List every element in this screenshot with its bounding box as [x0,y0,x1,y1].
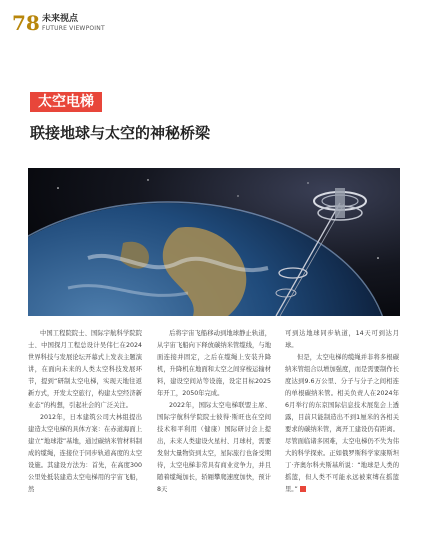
space-elevator-photo [28,168,400,316]
section-tag: 太空电梯 [30,92,102,112]
paragraph [285,352,399,496]
column-name: 未来视点 [42,14,79,24]
paragraph: 2012年，日本建筑公司大林组提出建造太空电梯的具体方案：在赤道海面上建立“地球港”基地，通过碳纳米管材料制成的缆绳，连接位于同步轨道高度的太空设施。其建设方法为：首先，在高度300公里处抵装建造太空电梯用的宇宙飞船，然 [28,414,142,493]
space-elevator-illustration [28,168,400,316]
paragraph: 2022年，国际太空电梯联盟主席、国际宇航科学院院士彼得·斯旺也在空间技术和平利用（健康）国际研讨会上提出，未来人类建设火星村、月球村，需要发射大量物资到太空，星际旅行也备受期待，太空电梯非常具有商业竞争力，并且随着缆绳加长，轿厢攀爬速度加快，预计8天 [157,402,271,493]
text-column-3 [285,328,399,496]
text-column-1 [28,328,142,496]
end-mark-icon [300,486,306,492]
paragraph: 后将宇宙飞船移动到地球静止轨道，从宇宙飞船向下释放碳纳米管缆线，与地面连接并固定，之后在缆绳上安装升降机，升降机在地面和太空之间穿梭运输材料，建设空间站等设施，设定目标2025年开工，2050年完成。 [157,330,271,397]
article-title: 联接地球与太空的神秘桥梁 [30,124,211,142]
paragraph: 可到达地球同步轨道，14天可到达月球。 [285,330,399,349]
page-header [12,12,312,38]
paragraph: 中国工程院院士、国际宇航科学院院士、中国探月工程总设计吴伟仁在2024世界科技与发展论坛开幕式上发表主题演讲，在面向未来的人类太空科技发展环节，提到“研制太空电梯，实现天地往返新方式，开发太空旅行，构建太空经济新业态”的构想，引起社会的广泛关注。 [28,330,142,409]
paragraph-text: 但是，太空电梯的缆绳并非将多根碳纳米管组合以增加强度，而是需要制作长度达到9.6万公里、分子与分子之间相连的单根碳纳米管。相关负责人在2024年6月举行的东京国际信息技术展览会上透露，目前只能制造出不到1厘米的各相关要求的碳纳米管，离开工建设仍有距离。尽管面临诸多困难，太空电梯仍不失为伟大的科学探索。正如俄罗斯科学家康斯坦丁·齐奥尔科夫斯基所说：“地球是人类的摇篮，但人类不可能永远被束缚在摇篮里。” [285,354,399,493]
text-column-2 [157,328,271,496]
page-number: 78 [12,11,40,35]
column-name-english: FUTURE VIEWPOINT [42,25,105,32]
